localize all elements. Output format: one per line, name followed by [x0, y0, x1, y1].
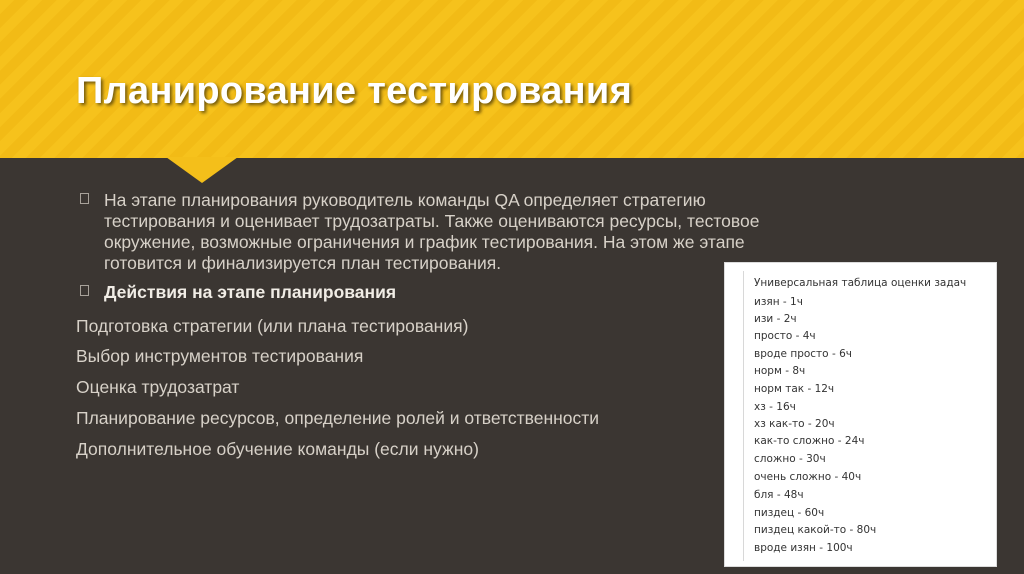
table-divider: [743, 271, 744, 561]
action-item-4: Планирование ресурсов, определение ролей и ответственности: [76, 408, 600, 428]
bullet-square-icon: [80, 193, 89, 204]
bullet-square-icon: [80, 285, 89, 296]
estimate-table-title: Универсальная таблица оценки задач: [754, 277, 967, 289]
slide-title: Планирование тестирования: [76, 70, 633, 112]
estimate-row: как-то сложно - 24ч: [754, 435, 865, 447]
estimate-row: норм так - 12ч: [754, 383, 835, 395]
intro-line-3: окружение, возможные ограничения и график тестирования. На этом же этапе: [104, 232, 745, 252]
actions-heading: Действия на этапе планирования: [104, 282, 397, 302]
action-item-1: Подготовка стратегии (или плана тестирования): [76, 316, 469, 336]
estimate-row: просто - 4ч: [754, 330, 816, 342]
estimate-row: бля - 48ч: [754, 489, 804, 501]
action-item-5: Дополнительное обучение команды (если нужно): [76, 439, 479, 459]
estimate-row: изи - 2ч: [754, 313, 797, 325]
estimate-row: изян - 1ч: [754, 296, 803, 308]
action-item-2: Выбор инструментов тестирования: [76, 346, 364, 366]
estimate-row: сложно - 30ч: [754, 453, 826, 465]
estimate-row: пиздец какой-то - 80ч: [754, 524, 877, 536]
action-item-3: Оценка трудозатрат: [76, 377, 240, 397]
estimate-row: норм - 8ч: [754, 365, 806, 377]
intro-line-1: На этапе планирования руководитель команды QA определяет стратегию: [104, 190, 706, 210]
estimate-row: вроде изян - 100ч: [754, 542, 853, 554]
estimate-row: хз как-то - 20ч: [754, 418, 835, 430]
estimate-row: очень сложно - 40ч: [754, 471, 862, 483]
estimate-row: вроде просто - 6ч: [754, 348, 852, 360]
intro-line-4: готовится и финализируется план тестирования.: [104, 253, 502, 273]
estimate-row: пиздец - 60ч: [754, 507, 825, 519]
estimate-row: хз - 16ч: [754, 401, 796, 413]
estimate-table-image: [724, 262, 997, 567]
intro-line-2: тестирования и оценивает трудозатраты. Также оцениваются ресурсы, тестовое: [104, 211, 760, 231]
